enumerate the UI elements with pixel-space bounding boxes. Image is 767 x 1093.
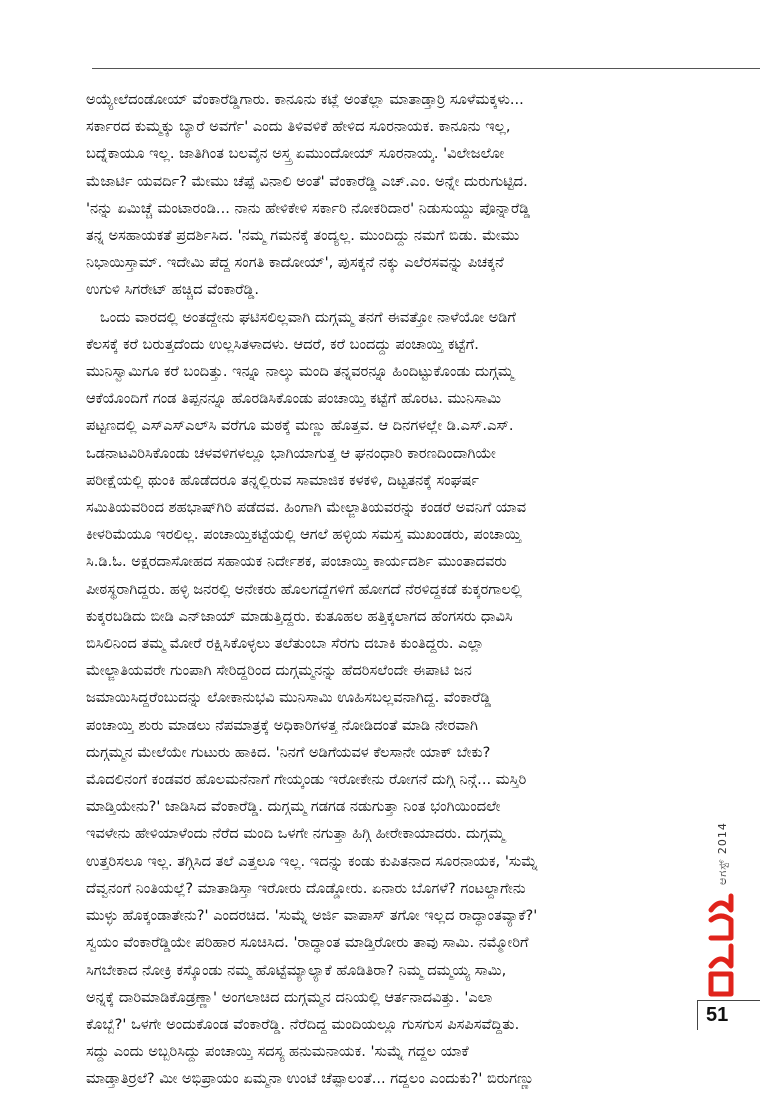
text-line: ಮಾಡ್ತಾತಿರ್ರಲೆ? ಮೀ ಅಭಿಪ್ರಾಯಂ ಏಮ್ಮನಾ ಉಂಟೆ ಚೆಪ್ಪಾಲಂತೆ... ಗದ್ದಲಂ ಎಂದುಕು?' ಬಿರುಗಣ್ಣು xyxy=(86,1070,535,1088)
text-line: ಇವಳೇನು ಹೇಳಿಯಾಳೆಂದು ನೆರೆದ ಮಂದಿ ಒಳಗೇ ನಗುತ್ತಾ ಹಿಗ್ಗಿ ಹೀರೇಕಾಯಾದರು. ದುಗ್ಗಮ್ಮ xyxy=(86,825,505,843)
magazine-logo-text: ಮಯೂರ xyxy=(705,875,757,894)
text-line: ಮಾಡ್ತಿಯೇನು?' ಜಾಡಿಸಿದ ವೆಂಕಾರೆಡ್ಡಿ. ದುಗ್ಗಮ್ಮ ಗಡಗಡ ನಡುಗುತ್ತಾ ನಿಂತ ಭಂಗಿಯಿಂದಲೇ xyxy=(86,798,501,816)
text-line: ನಿಭಾಯಿಸ್ತಾಮ್. ಇದೇಮಿ ಪೆದ್ದ ಸಂಗತಿ ಕಾದೋಯ್', ಪುಸಕ್ಕನೆ ನಕ್ಕು ಎಲೆರಸವನ್ನು ಪಿಚಕ್ಕನೆ xyxy=(86,254,504,272)
text-line: 'ನನ್ನು ಏಮಿಚ್ಚೆ ಮಂಟಾರಂಡಿ... ನಾನು ಹೇಳಿಕೇಳಿ ಸರ್ಕಾರಿ ನೋಕರಿದಾರ' ನಿಡುಸುಯ್ದು ಪೊನ್ನಾರೆಡ್ಡಿ xyxy=(86,199,531,217)
text-line: ಮೊದಲಿನಂಗೆ ಕಂಡವರ ಹೊಲಮನೆನಾಗೆ ಗೇಯ್ಕಂಡು ಇರೋಕೇನು ರೋಗನೆ ದುಗ್ಗಿ ನಿನ್ಗೆ... ಮಸ್ತಿರಿ xyxy=(86,771,527,789)
text-line: ತನ್ನ ಅಸಹಾಯಕತೆ ಪ್ರದರ್ಶಿಸಿದ. 'ನಮ್ಮ ಗಮನಕ್ಕೆ ತಂದ್ಯಲ್ಲ. ಮುಂದಿದ್ದು ನಮಗೆ ಬಿಡು. ಮೇಮು xyxy=(86,227,520,245)
issue-date: ಆಗಸ್ಟ್ 2014 xyxy=(716,822,729,885)
text-line: ಬದ್ನೆಕಾಯೂ ಇಲ್ಲ. ಜಾತಿಗಿಂತ ಬಲವೈನ ಅಸ್ತ್ರ ಏಮುಂದೋಯ್ ಸೂರನಾಯ್ಕ. 'ವಿಲೇಜಲೋ xyxy=(86,145,505,163)
page-number: 51 xyxy=(706,1004,729,1026)
text-line: ಸ್ವಯಂ ವೆಂಕಾರೆಡ್ಡಿಯೇ ಪರಿಹಾರ ಸೂಚಿಸಿದ. 'ರಾದ್ಧಾಂತ ಮಾಡ್ತಿರೋರು ತಾವು ಸಾಮಿ. ನಮ್ಮೋರಿಗೆ xyxy=(86,934,529,952)
text-line: ಪೀಠಸ್ಥರಾಗಿದ್ದರು. ಹಳ್ಳಿ ಜನರಲ್ಲಿ ಅನೇಕರು ಹೊಲಗದ್ದೆಗಳಿಗೆ ಹೋಗದೆ ನೆರಳಿದ್ದಕಡೆ ಕುಕ್ಕರಗಾಲಲ್ಲಿ xyxy=(86,580,522,598)
text-line: ಮೇಲ್ಜಾತಿಯವರೇ ಗುಂಪಾಗಿ ಸೇರಿದ್ದರಿಂದ ದುಗ್ಗಮ್ಮನನ್ನು ಹೆದರಿಸಲೆಂದೇ ಈಪಾಟಿ ಜನ xyxy=(86,662,472,680)
text-line: ಜಮಾಯಿಸಿದ್ದರೆಂಬುದನ್ನು ಲೋಕಾನುಭವಿ ಮುನಿಸಾಮಿ ಊಹಿಸಬಲ್ಲವನಾಗಿದ್ದ. ವೆಂಕಾರೆಡ್ಡಿ xyxy=(86,689,492,707)
footer-divider xyxy=(697,1000,698,1030)
text-line: ಸರ್ಕಾರದ ಕುಮ್ಮಕ್ಕು ಬ್ಯಾರೆ ಅವರ್ಗೆ' ಎಂದು ತಿಳಿವಳಿಕೆ ಹೇಳಿದ ಸೂರನಾಯಕ. ಕಾನೂನು ಇಲ್ಲ, xyxy=(86,118,511,136)
text-line: ಉಗುಳಿ ಸಿಗರೇಟ್ ಹಚ್ಚಿದ ವೆಂಕಾರೆಡ್ಡಿ. xyxy=(86,281,260,299)
text-line: ಮುಳ್ಳು ಹೊಕ್ಕಂಡಾತೇನು?' ಎಂದರಚಿದ. 'ಸುಮ್ನೆ ಅರ್ಜಿ ವಾಪಾಸ್ ತಗೋ ಇಲ್ಲದ ರಾದ್ಧಾಂತವ್ಯಾಕೆ?' xyxy=(86,907,538,925)
text-line: ಪರೀಕ್ಷೆಯಲ್ಲಿ ಥುಂಕಿ ಹೊಡೆದರೂ ತನ್ನಲ್ಲಿರುವ ಸಾಮಾಜಿಕ ಕಳಕಳಿ, ದಿಟ್ಟತನಕ್ಕೆ ಸಂಘರ್ಷ xyxy=(86,471,480,489)
text-line: ಒಡನಾಟವಿರಿಸಿಕೊಂಡು ಚಳವಳಿಗಳಲ್ಲೂ ಭಾಗಿಯಾಗುತ್ತ ಆ ಘನಂಧಾರಿ ಕಾರಣದಿಂದಾಗಿಯೇ xyxy=(86,444,496,462)
article-body xyxy=(86,86,691,1093)
text-line: ಅಯ್ಯೇಲೆದಂಡೋಯ್ ವೆಂಕಾರೆಡ್ಡಿಗಾರು. ಕಾನೂನು ಕಟ್ಲೆ ಅಂತೆಲ್ಲಾ ಮಾತಾಡ್ತಾರ್ರಿ ಸೂಳೆಮಕ್ಕಳು... xyxy=(86,91,524,108)
text-line: ಸಿಗಬೇಕಾದ ನೋಕ್ರಿ ಕಸ್ಕೊಂಡು ನಮ್ಮ ಹೊಟ್ಟೆಮ್ಯಾಲ್ಯಾಕೆ ಹೊಡಿತಿರಾ? ನಿಮ್ಮ ದಮ್ಮಯ್ಯ ಸಾಮಿ, xyxy=(86,961,507,979)
text-line: ಆಕೆಯೊಂದಿಗೆ ಗಂಡ ತಿಪ್ಪನನ್ನೂ ಹೊರಡಿಸಿಕೊಂಡು ಪಂಚಾಯ್ತಿ ಕಟ್ಟೆಗೆ ಹೊರಟ. ಮುನಿಸಾಮಿ xyxy=(86,390,502,408)
text-line: ಪಂಚಾಯ್ತಿ ಶುರು ಮಾಡಲು ನೆಪಮಾತ್ರಕ್ಕೆ ಅಧಿಕಾರಿಗಳತ್ತ ನೋಡಿದಂತೆ ಮಾಡಿ ನೇರವಾಗಿ xyxy=(86,716,478,734)
header-rule xyxy=(92,68,760,69)
text-line: ದೆವ್ವನಂಗೆ ನಿಂತಿಯಲ್ಲೆ? ಮಾತಾಡಿಸ್ತಾ ಇರೋರು ದೊಡ್ಡೋರು. ಏನಾರು ಬೊಗಳೆ? ಗಂಟಲ್ದಾಗೇನು xyxy=(86,879,526,897)
text-line: ಉತ್ತರಿಸಲೂ ಇಲ್ಲ. ತಗ್ಗಿಸಿದ ತಲೆ ಎತ್ತಲೂ ಇಲ್ಲ. ಇದನ್ನು ಕಂಡು ಕುಪಿತನಾದ ಸೂರನಾಯಕ, 'ಸುಮ್ನೆ xyxy=(86,852,538,870)
paragraph xyxy=(86,86,691,304)
text-line: ಸಿ.ಡಿ.ಓ. ಅಕ್ಷರದಾಸೋಹದ ಸಹಾಯಕ ನಿರ್ದೇಶಕ, ಪಂಚಾಯ್ತಿ ಕಾರ್ಯದರ್ಶಿ ಮುಂತಾದವರು xyxy=(86,553,507,571)
text-line: ಕೀಳರಿಮೆಯೂ ಇರಲಿಲ್ಲ. ಪಂಚಾಯ್ತಿಕಟ್ಟೆಯಲ್ಲಿ ಆಗಲೆ ಹಳ್ಳಿಯ ಸಮಸ್ತ ಮುಖಂಡರು, ಪಂಚಾಯ್ತಿ xyxy=(86,526,522,544)
text-line: ಪಟ್ಟಣದಲ್ಲಿ ಎಸ್‌ಎಸ್‌ಎಲ್‌ಸಿ ವರೆಗೂ ಮಠಕ್ಕೆ ಮಣ್ಣು ಹೊತ್ತವ. ಆ ದಿನಗಳಲ್ಲೇ ಡಿ.ಎಸ್.ಎಸ್. xyxy=(86,417,514,435)
footer-rule xyxy=(697,1000,760,1001)
text-line: ಕೊಬ್ಬೆ?' ಒಳಗೇ ಅಂದುಕೊಂಡ ವೆಂಕಾರೆಡ್ಡಿ. ನೆರೆದಿದ್ದ ಮಂದಿಯಲ್ಲೂ ಗುಸಗುಸ ಪಿಸಪಿಸವೆದ್ದಿತು. xyxy=(86,1015,520,1033)
text-line: ಕುಕ್ಕರಬಡಿದು ಬೀಡಿ ಎನ್‌ಜಾಯ್ ಮಾಡುತ್ತಿದ್ದರು. ಕುತೂಹಲ ಹತ್ತಿಕ್ಕಲಾಗದ ಹೆಂಗಸರು ಧಾವಿಸಿ xyxy=(86,607,513,625)
text-line: ಮೆಜಾರ್ಟಿ ಯವರ್ದಿ? ಮೇಮು ಚೆಪ್ಪೆ ವಿನಾಲಿ ಅಂತೆ' ವೆಂಕಾರೆಡ್ಡಿ ಎಚ್.ಎಂ. ಅನ್ನೇ ದುರುಗುಟ್ಟಿದ. xyxy=(86,172,528,190)
text-line: ಬಿಸಿಲಿನಿಂದ ತಮ್ಮ ಮೋರೆ ರಕ್ಷಿಸಿಕೊಳ್ಳಲು ತಲೆತುಂಬಾ ಸೆರಗು ದಬಾಕಿ ಕುಂತಿದ್ದರು. ಎಲ್ಲಾ xyxy=(86,635,484,653)
text-line: ದುಗ್ಗಮ್ಮನ ಮೇಲೆಯೇ ಗುಟುರು ಹಾಕಿದ. 'ನಿನಗೆ ಅಡಿಗೆಯವಳ ಕೆಲಸಾನೇ ಯಾಕ್ ಬೇಕು? xyxy=(86,743,491,761)
text-line: ಸದ್ದು ಎಂದು ಅಬ್ಬರಿಸಿದ್ದು ಪಂಚಾಯ್ತಿ ಸದಸ್ಯ ಹನುಮನಾಯಕ. 'ಸುಮ್ನೆ ಗದ್ದಲ ಯಾಕೆ xyxy=(86,1043,469,1061)
paragraph xyxy=(86,304,691,1093)
text-line: ಕೆಲಸಕ್ಕೆ ಕರೆ ಬರುತ್ತದೆಂದು ಉಲ್ಲಸಿತಳಾದಳು. ಆದರೆ, ಕರೆ ಬಂದದ್ದು ಪಂಚಾಯ್ತಿ ಕಟ್ಟೆಗೆ. xyxy=(86,335,479,353)
text-line: ಅನ್ನಕ್ಕೆ ದಾರಿಮಾಡಿಕೊಡ್ರಣ್ಣಾ' ಅಂಗಲಾಚಿದ ದುಗ್ಗಮ್ಮನ ದನಿಯಲ್ಲಿ ಆರ್ತನಾದವಿತ್ತು. 'ಎಲಾ xyxy=(86,988,493,1006)
text-line: ಮುನಿಸ್ವಾಮಿಗೂ ಕರೆ ಬಂದಿತ್ತು. ಇನ್ನೂ ನಾಲ್ಕು ಮಂದಿ ತನ್ನವರನ್ನೂ ಹಿಂದಿಟ್ಟುಕೊಂಡು ದುಗ್ಗಮ್ಮ xyxy=(86,363,514,381)
magazine-logo xyxy=(705,875,757,1000)
text-line: ಸಮಿತಿಯವರಿಂದ ಶಹಭಾಷ್‌ಗಿರಿ ಪಡೆದವ. ಹಿಂಗಾಗಿ ಮೇಲ್ಜಾತಿಯವರನ್ನು ಕಂಡರೆ ಅವನಿಗೆ ಯಾವ xyxy=(86,499,527,517)
text-line: ಒಂದು ವಾರದಲ್ಲಿ ಅಂತದ್ದೇನು ಘಟಿಸಲಿಲ್ಲವಾಗಿ ದುಗ್ಗಮ್ಮ ತನಗೆ ಈವತ್ತೋ ನಾಳೆಯೋ ಅಡಿಗೆ xyxy=(100,308,516,326)
